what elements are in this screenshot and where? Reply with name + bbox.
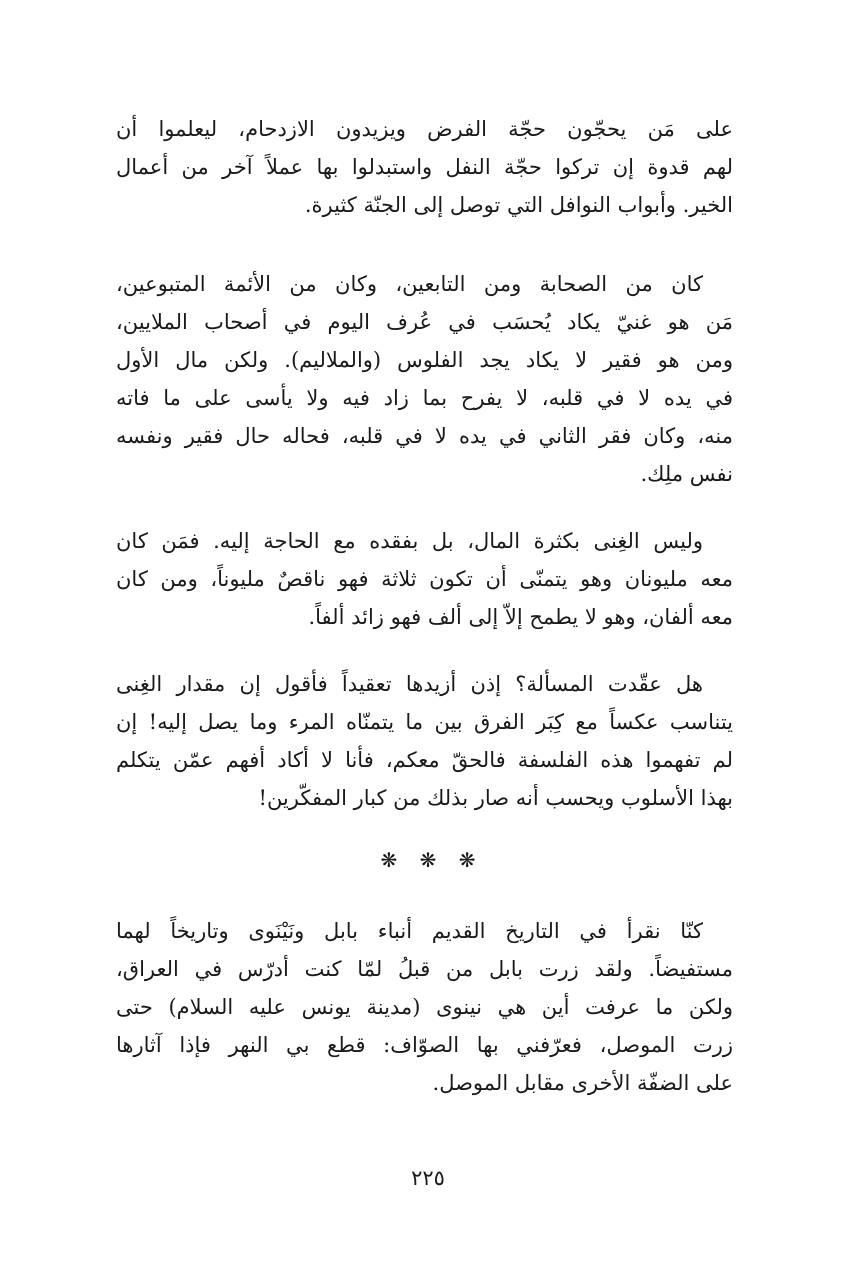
paragraph-1 [116, 110, 733, 224]
paragraph-line: على مَن يحجّون حجّة الفرض ويزيدون الازدحام، ليعلموا أن [116, 117, 733, 141]
asterism-icon: ❋ [380, 848, 398, 872]
paragraph-line: لهم قدوة إن تركوا حجّة النفل واستبدلوا بها عملاً آخر من أعمال [116, 155, 733, 179]
paragraph-line: كان من الصحابة ومن التابعين، وكان من الأئمة المتبوعين، [116, 272, 703, 296]
paragraph-2 [116, 265, 733, 493]
paragraph-line: في يده لا في قلبه، لا يفرح بما زاد فيه ولا يأسى على ما فاته [116, 386, 733, 410]
paragraph-line: بهذا الأسلوب ويحسب أنه صار بذلك من كبار المفكّرين! [258, 786, 733, 810]
section-separator [0, 848, 856, 888]
page-number: ٢٢٥ [411, 1166, 445, 1190]
paragraph-line: معه مليونان وهو يتمنّى أن تكون ثلاثة فهو ناقصٌ مليوناً، ومن كان [116, 567, 733, 591]
paragraph-line: هل عقّدت المسألة؟ إذن أزيدها تعقيداً فأقول إن مقدار الغِنى [116, 672, 703, 696]
paragraph-5 [116, 912, 733, 1102]
paragraph-line: منه، وكان فقر الثاني في يده لا في قلبه، فحاله حال فقير ونفسه [116, 424, 733, 448]
paragraph-line: كنّا نقرأ في التاريخ القديم أنباء بابل ونَيْنَوى وتاريخاً لهما [116, 919, 703, 943]
paragraph-line: مستفيضاً. ولقد زرت بابل من قبلُ لمّا كنت أدرّس في العراق، [116, 957, 733, 981]
asterism-icon: ❋ [419, 848, 437, 872]
paragraph-3 [116, 522, 733, 636]
paragraph-line: يتناسب عكساً مع كِبَر الفرق بين ما يتمنّاه المرء وما يصل إليه! إن [116, 710, 733, 734]
paragraph-line: وليس الغِنى بكثرة المال، بل بفقده مع الحاجة إليه. فمَن كان [116, 529, 703, 553]
paragraph-line: على الضفّة الأخرى مقابل الموصل. [432, 1071, 733, 1095]
paragraph-line: ولكن ما عرفت أين هي نينوى (مدينة يونس عليه السلام) حتى [116, 995, 733, 1019]
paragraph-line: معه ألفان، وهو لا يطمح إلاّ إلى ألف فهو زائد ألفاً. [308, 605, 733, 629]
asterism-icon: ❋ [458, 848, 476, 872]
paragraph-4 [116, 665, 733, 817]
paragraph-line: لم تفهموا هذه الفلسفة فالحقّ معكم، فأنا لا أكاد أفهم عمّن يتكلم [116, 748, 733, 772]
paragraph-line: الخير. وأبواب النوافل التي توصل إلى الجنّة كثيرة. [304, 193, 733, 217]
paragraph-line: ومن هو فقير لا يكاد يجد الفلوس (والملاليم). ولكن مال الأول [116, 348, 733, 372]
paragraph-line: نفس ملِك. [640, 462, 733, 486]
paragraph-line: زرت الموصل، فعرّفني بها الصوّاف: قطع بي النهر فإذا آثارها [116, 1033, 733, 1057]
paragraph-line: مَن هو غنيّ يكاد يُحسَب في عُرف اليوم في أصحاب الملايين، [116, 310, 733, 334]
